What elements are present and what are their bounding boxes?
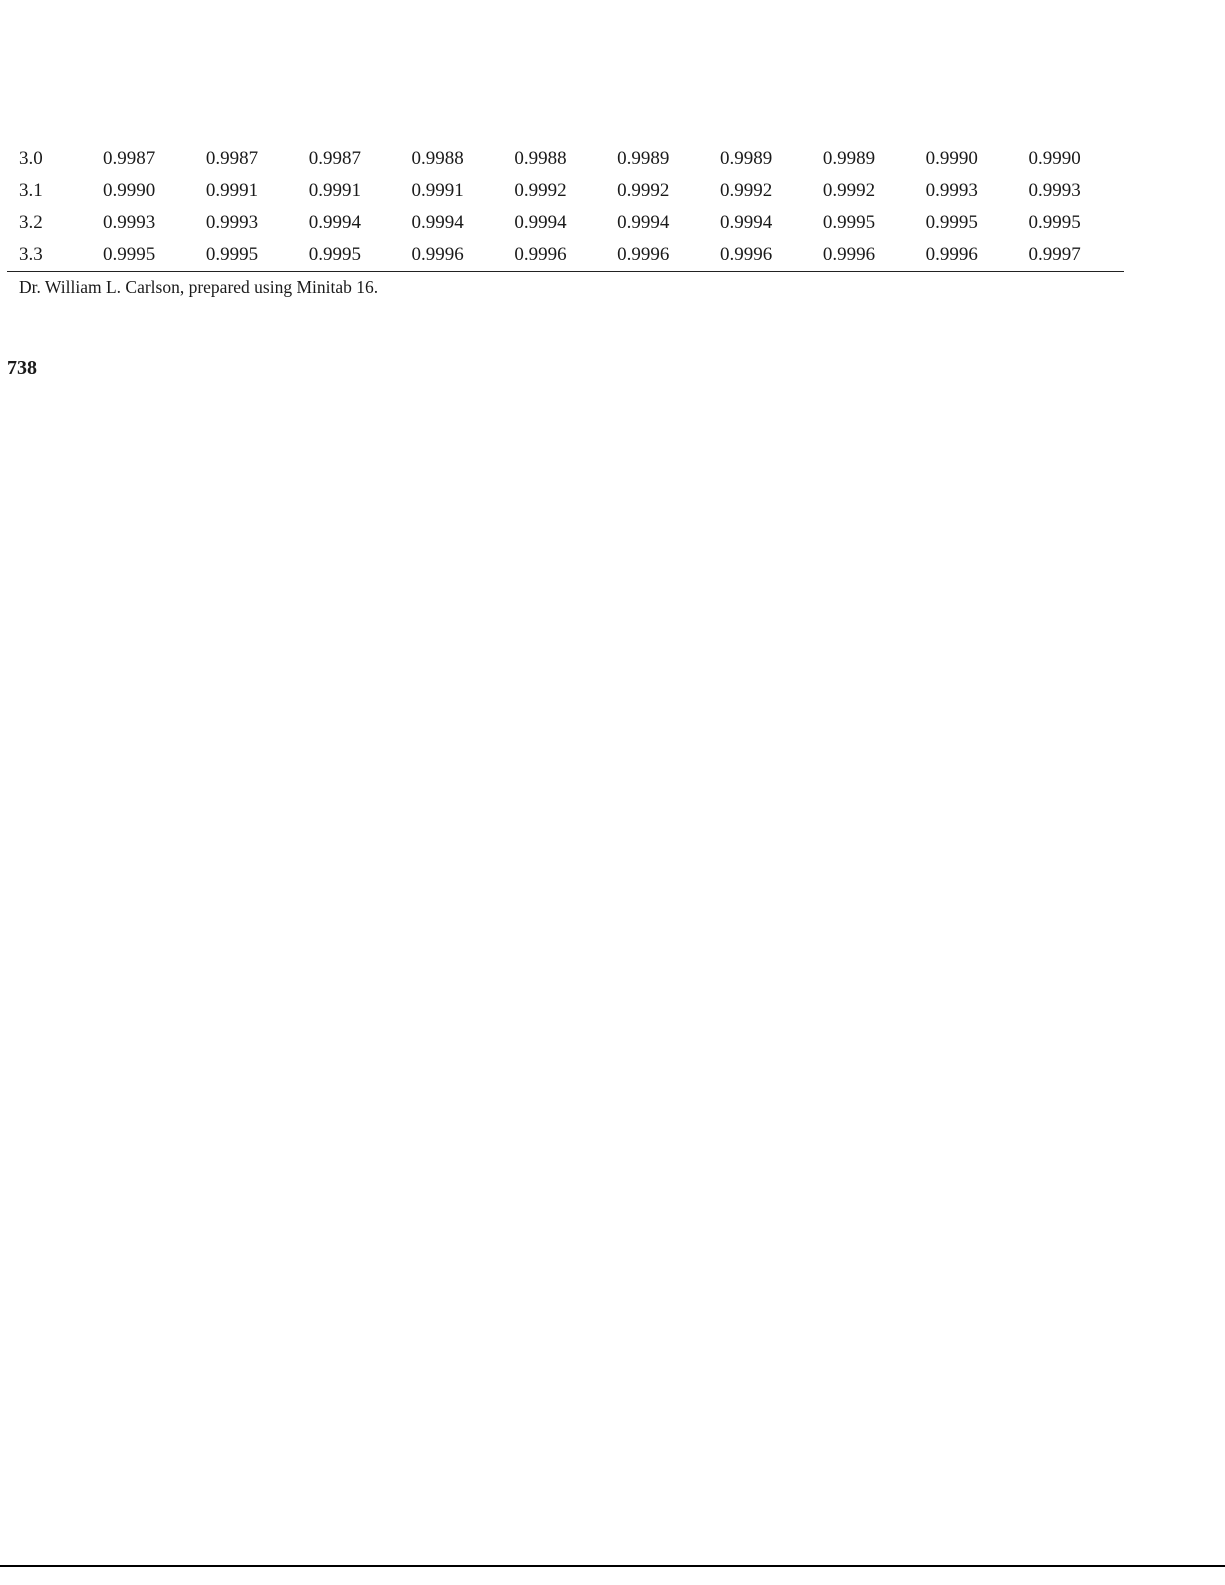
table-cell: 0.9993 — [1028, 180, 1081, 201]
table-row — [7, 207, 1124, 239]
table-cell: 0.9994 — [720, 212, 773, 233]
table-cell: 0.9987 — [205, 148, 259, 169]
table-cell: 0.9995 — [194, 239, 297, 272]
table-cell: 0.9992 — [822, 180, 876, 201]
table-cell: 0.9988 — [411, 148, 464, 169]
table-source-note: Dr. William L. Carlson, prepared using Minitab 16. — [19, 277, 379, 297]
z-value-cell: 3.2 — [19, 212, 43, 233]
table-cell: 0.9991 — [411, 180, 464, 201]
table-cell: 0.9987 — [103, 148, 156, 169]
table-cell: 0.9989 — [720, 148, 773, 169]
page-bottom-rule — [0, 1565, 1225, 1567]
table-cell: 0.9992 — [617, 180, 670, 201]
table-cell: 0.9992 — [514, 180, 567, 201]
table-cell: 0.9996 — [400, 239, 503, 272]
table-cell: 0.9994 — [308, 212, 361, 233]
table-cell: 0.9996 — [914, 239, 1017, 272]
table-cell: 0.9994 — [617, 212, 670, 233]
table-cell: 0.9993 — [103, 212, 156, 233]
table-cell: 0.9989 — [617, 148, 670, 169]
table-cell: 0.9995 — [297, 239, 400, 272]
page-number: 738 — [7, 357, 37, 379]
table-cell: 0.9993 — [925, 180, 978, 201]
table-cell: 0.9993 — [205, 212, 259, 233]
table-cell: 0.9996 — [708, 239, 811, 272]
table-cell: 0.9991 — [308, 180, 361, 201]
cumulative-normal-table — [7, 143, 1124, 272]
table-cell: 0.9989 — [822, 148, 876, 169]
table-row — [7, 239, 1124, 272]
table-cell: 0.9996 — [502, 239, 605, 272]
table-cell: 0.9995 — [1028, 212, 1081, 233]
table-cell: 0.9995 — [91, 239, 194, 272]
table-row — [7, 143, 1124, 175]
table-row — [7, 175, 1124, 207]
table-cell: 0.9990 — [1028, 148, 1081, 169]
table-cell: 0.9994 — [514, 212, 567, 233]
table-cell: 0.9992 — [720, 180, 773, 201]
table-cell: 0.9996 — [605, 239, 708, 272]
z-value-cell: 3.1 — [19, 180, 43, 201]
table-cell: 0.9995 — [822, 212, 876, 233]
table-cell: 0.9995 — [925, 212, 978, 233]
table-cell: 0.9996 — [811, 239, 914, 272]
table-cell: 0.9997 — [1016, 239, 1124, 272]
table-cell: 0.9987 — [308, 148, 361, 169]
table-cell: 0.9990 — [103, 180, 156, 201]
table-cell: 0.9990 — [925, 148, 978, 169]
z-value-cell: 3.0 — [19, 148, 43, 169]
table-cell: 0.9994 — [411, 212, 464, 233]
table-cell: 0.9991 — [205, 180, 259, 201]
z-value-cell: 3.3 — [7, 239, 91, 272]
table-cell: 0.9988 — [514, 148, 567, 169]
